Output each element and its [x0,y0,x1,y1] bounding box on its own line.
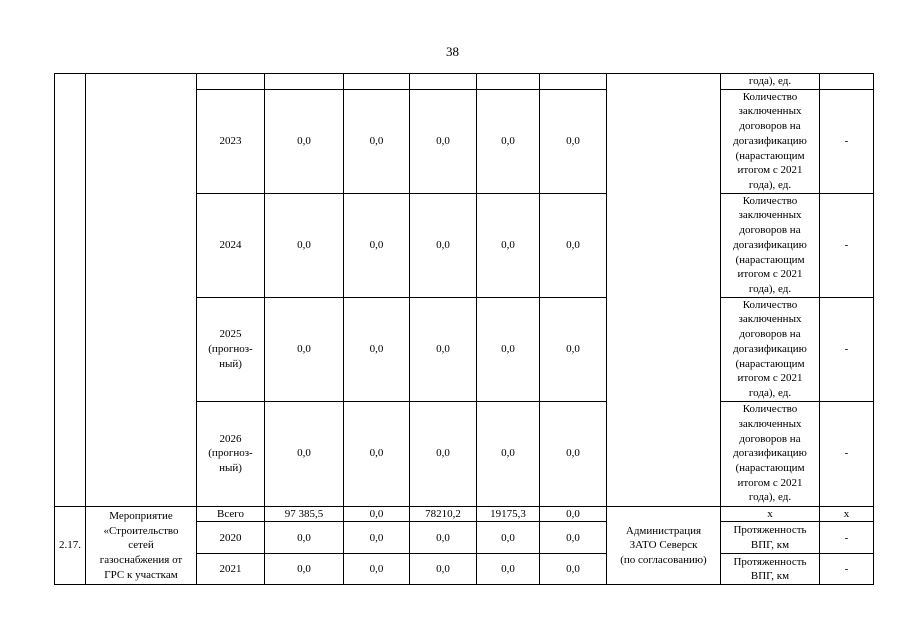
value-cell: 97 385,5 [265,506,344,522]
value-cell [477,74,540,90]
value-cell: 0,0 [410,554,477,585]
target-cell: - [820,554,874,585]
executor-cell: Администрация ЗАТО Северск (по согласованию) [607,506,721,585]
year-cell: 2026 (прогноз- ный) [197,401,265,506]
value-cell: 0,0 [477,522,540,554]
target-cell: - [820,401,874,506]
value-cell: 0,0 [344,554,410,585]
value-cell: 0,0 [265,554,344,585]
value-cell [265,74,344,90]
value-cell: 0,0 [540,89,607,193]
value-cell: 0,0 [540,401,607,506]
value-cell: 0,0 [540,506,607,522]
target-cell: - [820,522,874,554]
value-cell: 0,0 [477,193,540,297]
value-cell: 0,0 [265,401,344,506]
value-cell: 0,0 [540,297,607,401]
value-cell: 78210,2 [410,506,477,522]
value-cell: 0,0 [410,89,477,193]
value-cell: 0,0 [477,297,540,401]
year-cell: 2020 [197,522,265,554]
page-number: 38 [446,44,459,59]
value-cell: 0,0 [540,193,607,297]
indicator-cell: Количество заключенных договоров на догазификацию (нарастающим итогом с 2021 года), ед. [721,401,820,506]
item-title-cell [86,74,197,507]
value-cell: 0,0 [410,193,477,297]
value-cell [410,74,477,90]
target-cell: - [820,89,874,193]
value-cell [344,74,410,90]
value-cell: 0,0 [265,522,344,554]
item-title-cell: Мероприятие «Строительство сетей газоснабжения от ГРС к участкам [86,506,197,585]
indicator-cell: х [721,506,820,522]
value-cell: 0,0 [265,193,344,297]
year-cell: 2025 (прогноз- ный) [197,297,265,401]
year-cell: 2021 [197,554,265,585]
value-cell: 0,0 [344,506,410,522]
year-cell: Всего [197,506,265,522]
target-cell: - [820,193,874,297]
indicator-cell: года), ед. [721,74,820,90]
table-row [55,74,874,90]
executor-cell [607,74,721,507]
indicator-cell: Протяженность ВПГ, км [721,554,820,585]
value-cell: 0,0 [344,522,410,554]
program-table [54,73,874,585]
target-cell: - [820,297,874,401]
target-cell [820,74,874,90]
value-cell: 0,0 [477,89,540,193]
value-cell: 0,0 [410,401,477,506]
value-cell: 0,0 [344,401,410,506]
value-cell: 0,0 [344,89,410,193]
value-cell [540,74,607,90]
value-cell: 0,0 [477,554,540,585]
year-cell: 2023 [197,89,265,193]
value-cell: 0,0 [344,297,410,401]
year-cell [197,74,265,90]
target-cell: х [820,506,874,522]
table-row [55,506,874,522]
value-cell: 0,0 [410,522,477,554]
item-number-cell [55,74,86,507]
value-cell: 0,0 [540,554,607,585]
indicator-cell: Количество заключенных договоров на догазификацию (нарастающим итогом с 2021 года), ед. [721,193,820,297]
indicator-cell: Количество заключенных договоров на догазификацию (нарастающим итогом с 2021 года), ед. [721,89,820,193]
indicator-cell: Количество заключенных договоров на догазификацию (нарастающим итогом с 2021 года), ед. [721,297,820,401]
value-cell: 19175,3 [477,506,540,522]
value-cell: 0,0 [265,89,344,193]
value-cell: 0,0 [540,522,607,554]
value-cell: 0,0 [344,193,410,297]
value-cell: 0,0 [410,297,477,401]
value-cell: 0,0 [477,401,540,506]
value-cell: 0,0 [265,297,344,401]
year-cell: 2024 [197,193,265,297]
indicator-cell: Протяженность ВПГ, км [721,522,820,554]
item-number-cell: 2.17. [55,506,86,585]
